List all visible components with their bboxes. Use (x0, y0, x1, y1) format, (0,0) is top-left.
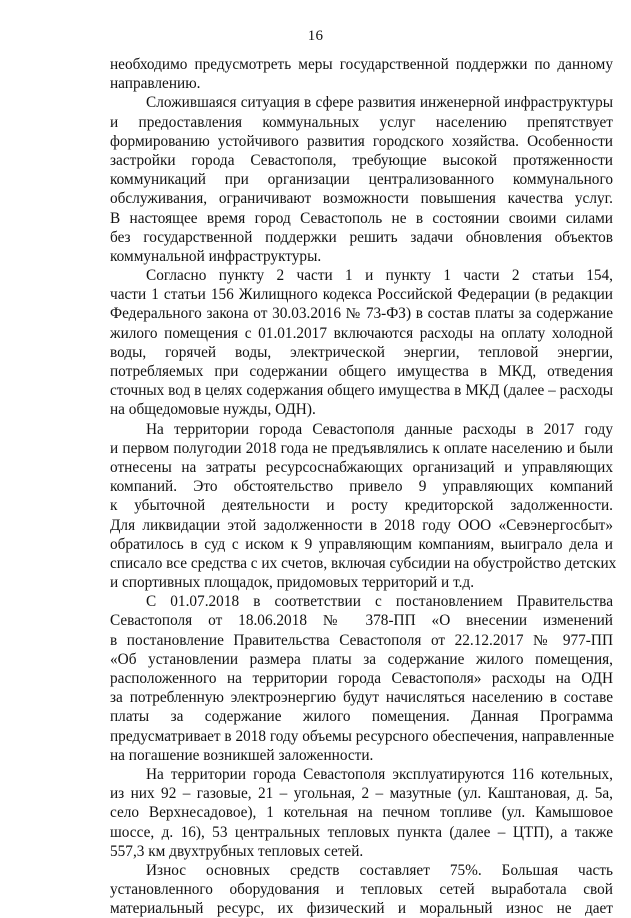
text-line: Износ основных средств составляет 75%. Большая часть (146, 861, 613, 879)
paragraph-6 (110, 765, 613, 861)
text-line: списало все средства с их счетов, включая субсидии на обустройство детских (110, 554, 617, 572)
text-line: коммуникаций при организации централизованного коммунального (110, 171, 613, 189)
paragraph-7 (110, 861, 613, 918)
text-line: и спортивных площадок, придомовых территорий и т.д. (110, 574, 475, 592)
paragraph-5 (110, 592, 613, 765)
text-line: на погашение возникшей заложенности. (110, 746, 374, 764)
document-body (110, 55, 617, 918)
text-line: шоссе, д. 16), 53 центральных тепловых пункта (далее – ЦТП), а также (110, 823, 613, 841)
text-line: Для ликвидации этой задолженности в 2018 году ООО «Севэнергосбыт» (110, 516, 613, 534)
text-line: село Верхнесадовое), 1 котельная на печном топливе (ул. Камышовое (110, 804, 613, 822)
text-line: обратилось в суд с иском к 9 управляющим компаниям, выиграло дела и (110, 535, 613, 553)
text-line: формированию устойчивого развития городского хозяйства. Особенности (110, 132, 613, 150)
text-line: без государственной поддержки решить задачи обновления объектов (110, 228, 613, 246)
text-line: 557,3 км двухтрубных тепловых сетей. (110, 842, 364, 860)
text-line: На территории города Севастополя данные расходы в 2017 году (146, 420, 613, 438)
text-line: и предоставления коммунальных услуг населению препятствует (110, 113, 613, 131)
text-line: компаний. Это обстоятельство привело 9 управляющих компаний (110, 478, 613, 496)
text-line: из них 92 – газовые, 21 – угольная, 2 – мазутные (ул. Каштановая, д. 5а, (110, 785, 613, 803)
text-line: «Об установлении размера платы за содержание жилого помещения, (110, 650, 613, 668)
text-line: С 01.07.2018 в соответствии с постановлением Правительства (146, 593, 613, 611)
text-line: Севастополя от 18.06.2018 № 378-ПП «О внесении изменений (110, 612, 613, 630)
text-line: за потребленную электроэнергию будут начисляться населению в составе (110, 689, 613, 707)
text-line: материальный ресурс, их физический и моральный износ не дает (110, 900, 613, 918)
text-line: На территории города Севастополя эксплуатируются 116 котельных, (146, 765, 613, 783)
text-line: жилого помещения с 01.01.2017 включаются расходы на оплату холодной (110, 324, 613, 342)
paragraph-4 (110, 420, 617, 593)
text-line: В настоящее время город Севастополь не в состоянии своими силами (110, 209, 613, 227)
text-line: и первом полугодии 2018 года не предъявлялись к оплате населению и были (110, 439, 613, 457)
paragraph-1 (110, 55, 613, 93)
page-number: 16 (307, 28, 324, 44)
text-line: Сложившаяся ситуация в сфере развития инженерной инфраструктуры (146, 94, 613, 112)
text-line: Федерального закона от 30.03.2016 № 73-ФЗ) в состав платы за содержание (110, 305, 613, 323)
text-line: в постановление Правительства Севастополя от 22.12.2017 № 977-ПП (110, 631, 613, 649)
text-line: сточных вод в целях содержания общего имущества в МКД (далее – расходы (110, 382, 613, 400)
text-line: коммунальной инфраструктуры. (110, 247, 322, 265)
text-line: направлению. (110, 75, 201, 93)
text-line: потребляемых при содержании общего имущества в МКД, отведения (110, 363, 613, 380)
text-line: предусматривает в 2018 году объемы ресурсного обеспечения, направленные (110, 727, 615, 745)
paragraph-2 (110, 93, 613, 266)
text-line: установленного оборудования и тепловых сетей выработала свой (110, 881, 613, 899)
text-line: воды, горячей воды, электрической энергии, тепловой энергии, (110, 343, 613, 361)
text-line: расположенного на территории города Севастополя» расходы на ОДН (110, 670, 613, 687)
text-line: к убыточной деятельности и росту кредиторской задолженности. (110, 497, 613, 515)
text-line: отнесены на затраты ресурсоснабжающих организаций и управляющих (110, 458, 613, 476)
text-line: Согласно пункту 2 части 1 и пункту 1 части 2 статьи 154, (146, 267, 613, 285)
paragraph-3 (110, 266, 613, 420)
text-line: части 1 статьи 156 Жилищного кодекса Российской Федерации (в редакции (110, 286, 613, 304)
text-line: необходимо предусмотреть меры государственной поддержки по данному (110, 56, 613, 73)
text-line: платы за содержание жилого помещения. Данная Программа (110, 708, 613, 726)
text-line: обслуживания, ограничивают возможности повышения качества услуг. (110, 190, 613, 208)
text-line: застройки города Севастополя, требующие высокой протяженности (110, 151, 613, 169)
text-line: на общедомовые нужды, ОДН). (110, 401, 316, 419)
